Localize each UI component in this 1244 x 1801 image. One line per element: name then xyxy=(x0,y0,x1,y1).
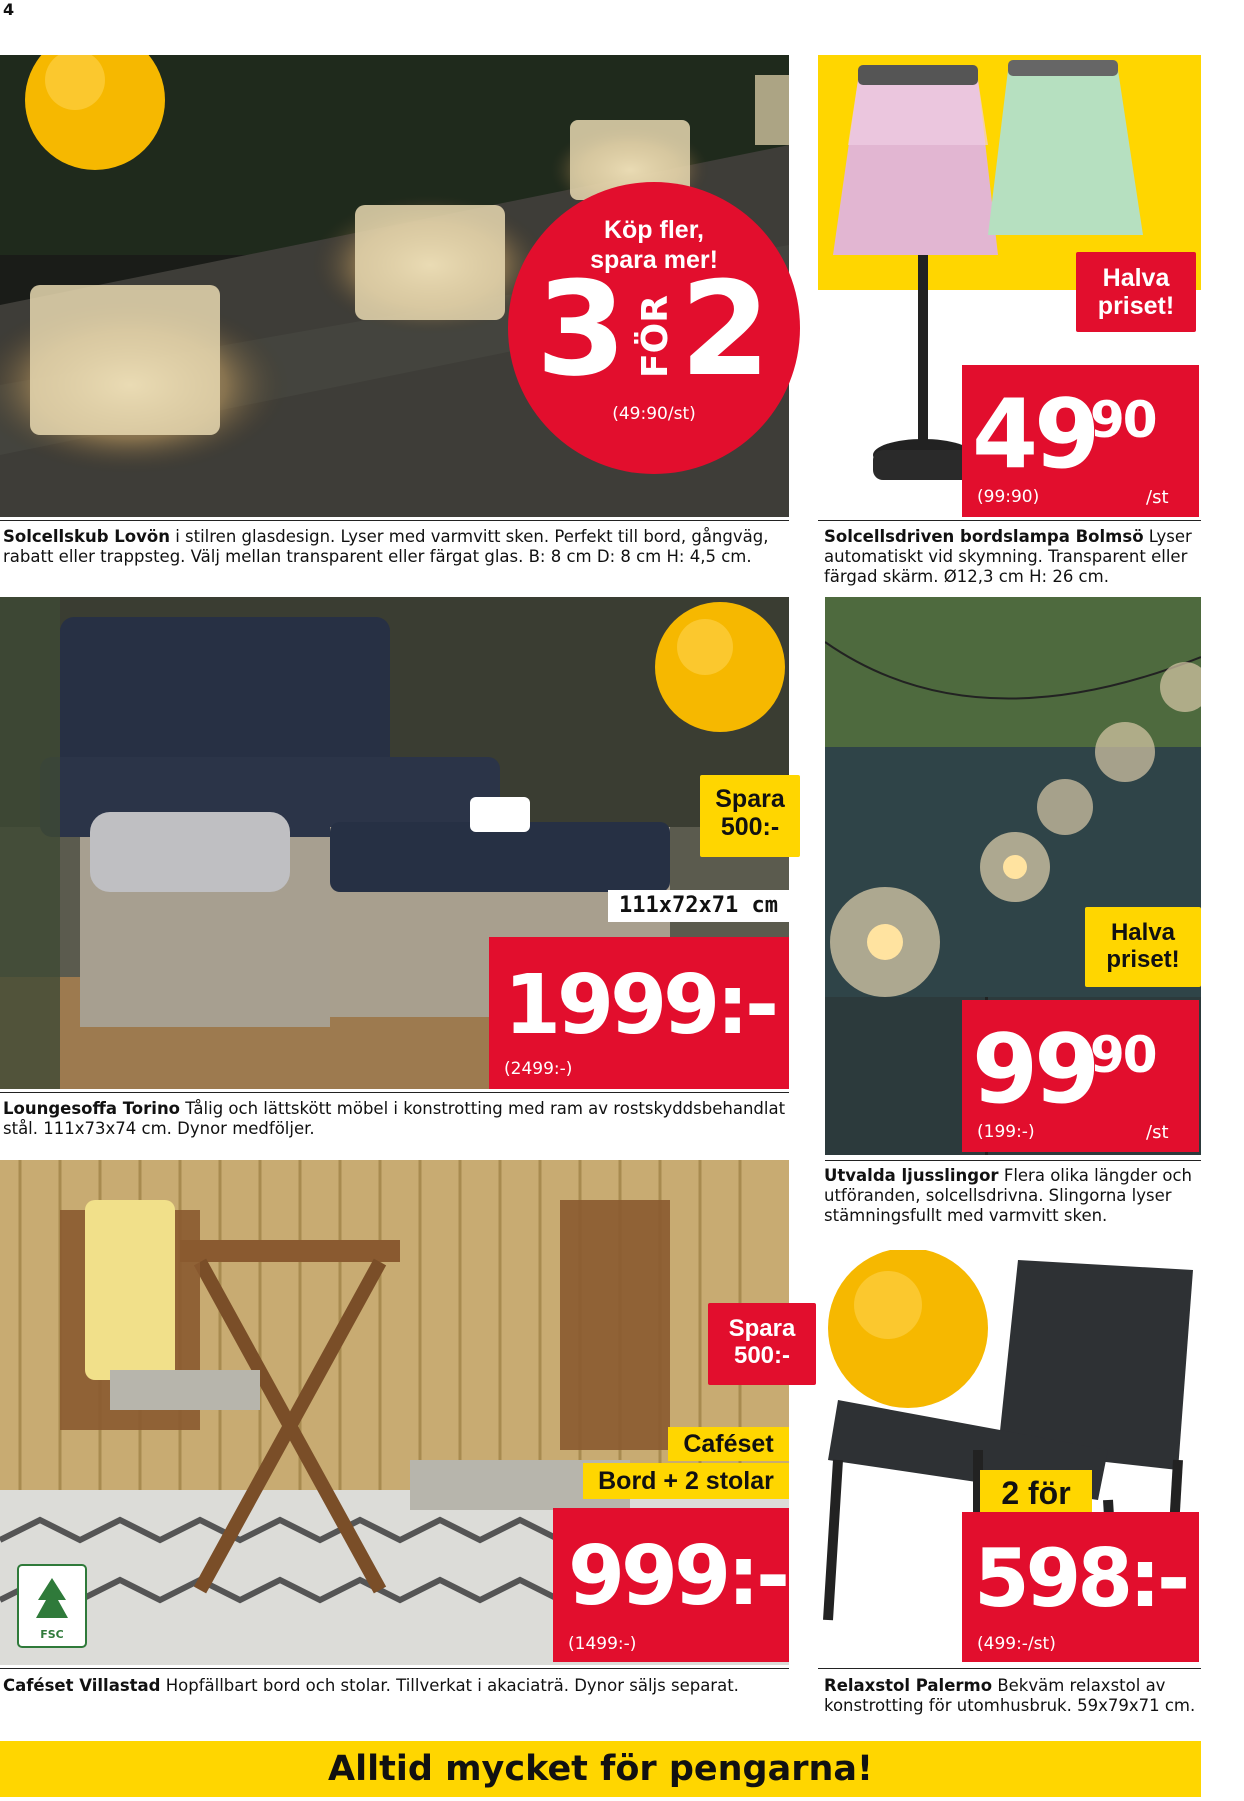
string-lights-description xyxy=(824,1166,1200,1226)
old-price: (2499:-) xyxy=(504,1059,573,1079)
product-name: Solcellsdriven bordslampa Bolmsö xyxy=(824,527,1144,546)
fsc-label: FSC xyxy=(40,1628,64,1641)
table-lamp-price xyxy=(962,365,1199,517)
footer-slogan: Alltid mycket för pengarna! xyxy=(328,1749,873,1789)
product-text: Tålig och lättskött möbel i konstrotting med ram av rostskyddsbehandlat stål. 111x73x74 cm. Dynor medföljer. xyxy=(3,1099,786,1138)
price-main: 99 xyxy=(972,1015,1097,1125)
price: 598:- xyxy=(974,1532,1187,1625)
lounge-sofa-description xyxy=(3,1099,789,1139)
product-text: Hopfällbart bord och stolar. Tillverkat i akaciaträ. Dynor säljs separat. xyxy=(160,1676,739,1695)
old-price: (499:-/st) xyxy=(977,1634,1056,1654)
cafe-set-description xyxy=(3,1676,789,1696)
multi-buy-badge xyxy=(508,182,800,474)
price: 1999:- xyxy=(504,958,776,1053)
product-name: Utvalda ljusslingor xyxy=(824,1166,999,1185)
price-unit: /st xyxy=(1146,1122,1169,1143)
old-price: (99:90) xyxy=(977,487,1040,507)
promo-unit-price: (49:90/st) xyxy=(612,404,696,424)
promo-word: FÖR xyxy=(635,295,676,378)
relax-chair-price xyxy=(962,1512,1199,1662)
price-main: 49 xyxy=(972,380,1097,490)
promo-left-number: 3 xyxy=(536,253,627,405)
product-label-2: Bord + 2 stolar xyxy=(583,1463,789,1499)
table-lamp-description xyxy=(824,527,1200,587)
price-decimal: 90 xyxy=(1090,391,1156,449)
product-name: Caféset Villastad xyxy=(3,1676,161,1695)
old-price: (1499:-) xyxy=(568,1634,637,1654)
page-number: 4 xyxy=(3,0,15,19)
string-lights-price xyxy=(962,1000,1199,1152)
dimension-label: 111x72x71 cm xyxy=(608,890,789,922)
save-badge xyxy=(708,1303,816,1385)
product-name: Solcellskub Lovön xyxy=(3,527,170,546)
product-text: Lyser automatiskt vid skymning. Transparent eller färgad skärm. Ø12,3 cm H: 26 cm. xyxy=(824,527,1192,586)
lounge-sofa-price xyxy=(489,937,789,1089)
price-decimal: 90 xyxy=(1090,1026,1156,1084)
product-name: Loungesoffa Torino xyxy=(3,1099,181,1118)
two-for-badge: 2 för xyxy=(980,1470,1092,1516)
save-badge xyxy=(700,775,800,857)
product-text: Flera olika längder och utföranden, solcellsdrivna. Slingorna lyser stämningsfullt med varmvitt sken. xyxy=(824,1166,1192,1225)
half-price-badge xyxy=(1085,907,1201,987)
product-text: Bekväm relaxstol av konstrotting för utomhusbruk. 59x79x71 cm. xyxy=(824,1676,1196,1715)
footer-slogan-band xyxy=(0,1741,1201,1797)
price-unit: /st xyxy=(1146,487,1169,508)
badge-text: Spara 500:- xyxy=(728,1315,796,1369)
price: 999:- xyxy=(568,1529,786,1624)
half-price-badge xyxy=(1076,252,1196,332)
cafe-set-price xyxy=(553,1508,789,1662)
promo-line-2: spara mer! xyxy=(590,246,718,274)
product-text: i stilren glasdesign. Lyser med varmvitt sken. Perfekt till bord, gångväg, rabatt eller trappsteg. Välj mellan transparent eller färgat glas. B: 8 cm D: 8 cm H: 4,5 cm. xyxy=(3,527,769,566)
promo-line-1: Köp fler, xyxy=(603,216,704,244)
badge-text: Halva priset! xyxy=(1097,264,1175,320)
old-price: (199:-) xyxy=(977,1122,1035,1142)
promo-right-number: 2 xyxy=(680,253,771,405)
product-label-1: Caféset xyxy=(668,1427,789,1461)
badge-text: Spara 500:- xyxy=(715,785,785,841)
relax-chair-description xyxy=(824,1676,1200,1716)
badge-text: Halva priset! xyxy=(1106,919,1180,973)
solar-cube-description xyxy=(3,527,789,567)
product-name: Relaxstol Palermo xyxy=(824,1676,993,1695)
